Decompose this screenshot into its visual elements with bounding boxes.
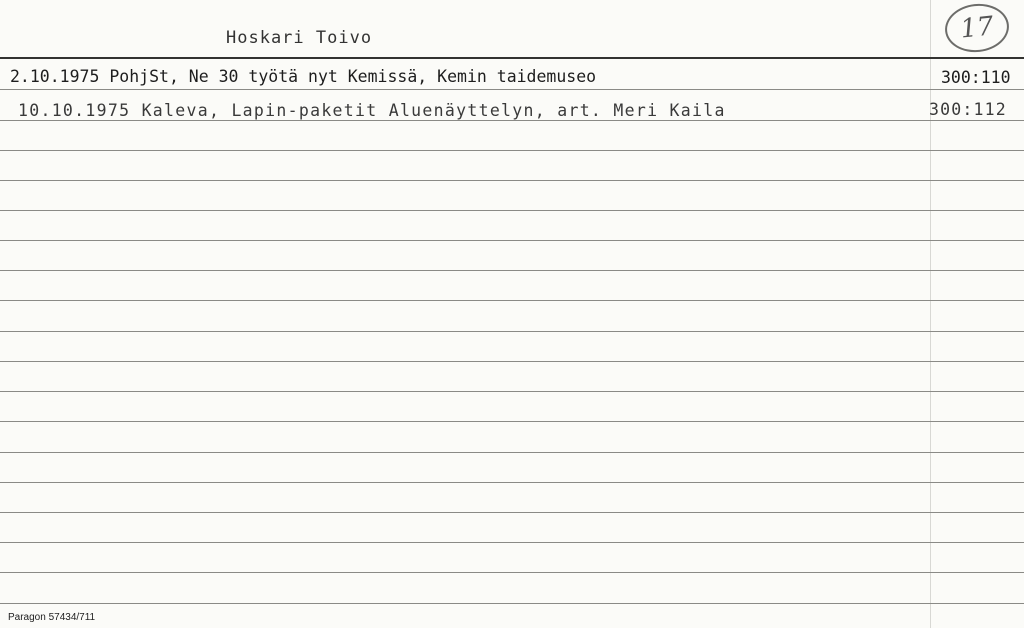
- card-heading: Hoskari Toivo: [226, 28, 373, 48]
- ruled-line: [0, 361, 1024, 362]
- ruled-line: [0, 572, 1024, 573]
- ruled-line: [0, 240, 1024, 241]
- ruled-line: [0, 89, 1024, 90]
- ruled-line: [0, 210, 1024, 211]
- header-rule: [0, 57, 1024, 59]
- entry-reference: 300:112: [929, 100, 1007, 119]
- ruled-line: [0, 603, 1024, 604]
- ruled-line: [0, 180, 1024, 181]
- card-number-circle: [943, 1, 1012, 55]
- ruled-line: [0, 512, 1024, 513]
- margin-rule: [930, 0, 931, 628]
- card-number: 17: [958, 11, 996, 45]
- ruled-line: [0, 331, 1024, 332]
- ruled-line: [0, 482, 1024, 483]
- ruled-line: [0, 300, 1024, 301]
- ruled-line: [0, 391, 1024, 392]
- ruled-line: [0, 452, 1024, 453]
- ruled-line: [0, 120, 1024, 121]
- entry-text: 10.10.1975 Kaleva, Lapin-paketit Aluenäyttelyn, art. Meri Kaila: [18, 101, 726, 120]
- printer-mark: Paragon 57434/711: [8, 612, 96, 623]
- entry-text: 2.10.1975 PohjSt, Ne 30 työtä nyt Kemissä, Kemin taidemuseo: [10, 67, 597, 86]
- ruled-line: [0, 270, 1024, 271]
- ruled-line: [0, 150, 1024, 151]
- ruled-line: [0, 542, 1024, 543]
- ruled-line: [0, 421, 1024, 422]
- entry-reference: 300:110: [941, 68, 1011, 87]
